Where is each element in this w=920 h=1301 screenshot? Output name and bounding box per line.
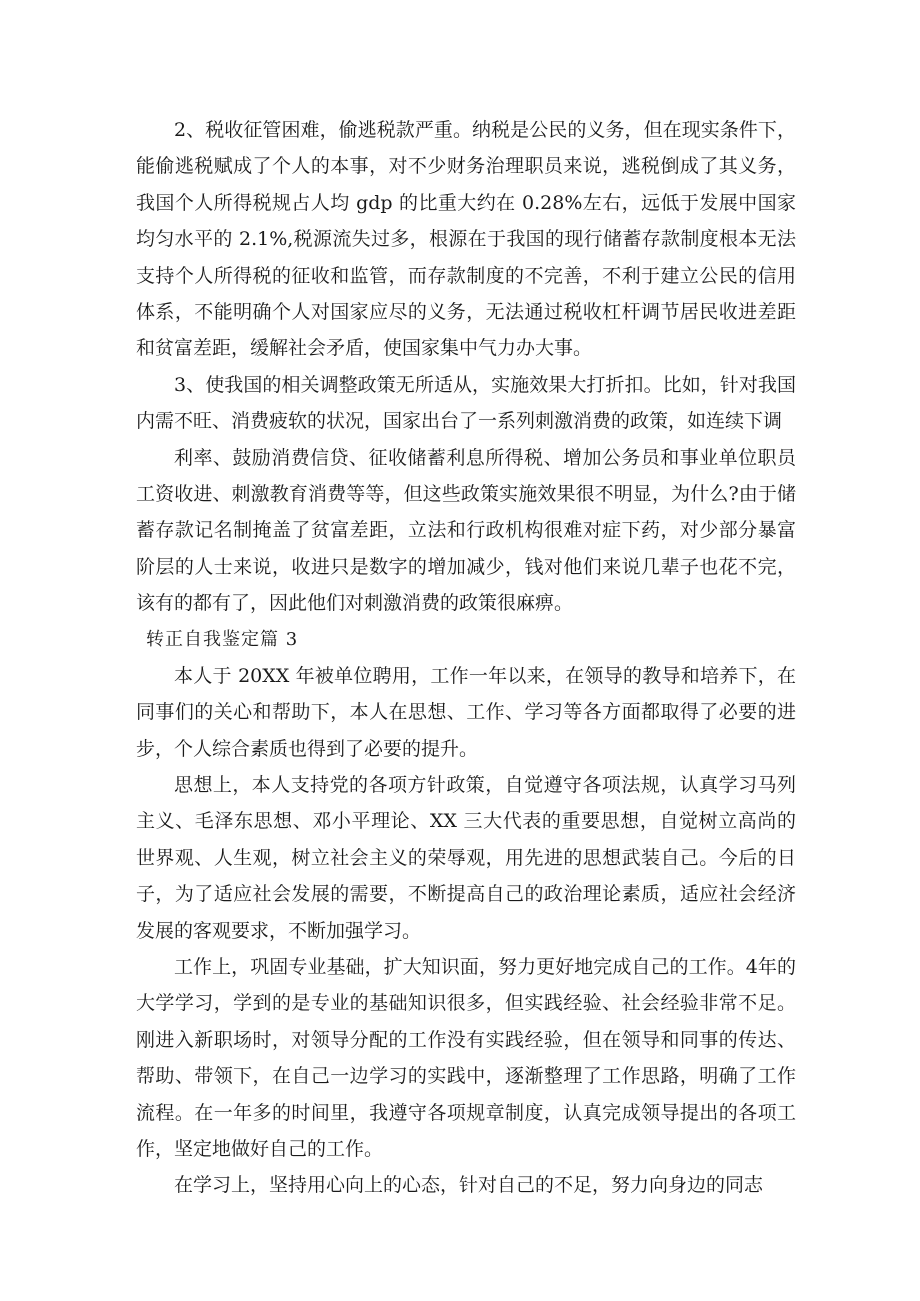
- document-body: [136, 112, 796, 1204]
- paragraph-interest-rate: 利率、鼓励消费信贷、征收储蓄利息所得税、增加公务员和事业单位职员工资收进、刺激教育消费等等，但这些政策实施效果很不明显，为什么?由于储蓄存款记名制掩盖了贫富差距，立法和行政机构很难对症下药，对少部分暴富阶层的人士来说，收进只是数字的增加减少，钱对他们来说几辈子也花不完，该有的都有了，因此他们对刺激消费的政策很麻痹。: [136, 446, 796, 615]
- paragraph-policy-impact: 3、使我国的相关调整政策无所适从，实施效果大打折扣。比如，针对我国内需不旺、消费疲软的状况，国家出台了一系列刺激消费的政策，如连续下调: [136, 373, 796, 433]
- paragraph-intro: 本人于 20XX 年被单位聘用，工作一年以来，在领导的教导和培养下，在同事们的关心和帮助下，本人在思想、工作、学习等各方面都取得了必要的进步，个人综合素质也得到了必要的提升。: [136, 664, 796, 760]
- paragraph-tax-collection: 2、税收征管困难，偷逃税款严重。纳税是公民的义务，但在现实条件下，能偷逃税赋成了个人的本事，对不少财务治理职员来说，逃税倒成了其义务，我国个人所得税规占人均 gdp 的比重大约在 0.28%左右，远低于发展中国家均匀水平的 2.1%,税源流失过多，根源在于我国的现行储蓄存款制度根本无法支持个人所得税的征收和监管，而存款制度的不完善，不利于建立公民的信用体系，不能明确个人对国家应尽的义务，无法通过税收杠杆调节居民收进差距和贫富差距，缓解社会矛盾，使国家集中气力办大事。: [136, 119, 796, 360]
- paragraph-ideology: 思想上，本人支持党的各项方针政策，自觉遵守各项法规，认真学习马列主义、毛泽东思想、邓小平理论、XX 三大代表的重要思想，自觉树立高尚的世界观、人生观，树立社会主义的荣辱观，用先进的思想武装自己。今后的日子，为了适应社会发展的需要，不断提高自己的政治理论素质，适应社会经济发展的客观要求，不断加强学习。: [136, 773, 796, 942]
- section-heading: 转正自我鉴定篇 3: [146, 628, 299, 650]
- paragraph-work: 工作上，巩固专业基础，扩大知识面，努力更好地完成自己的工作。4年的大学学习，学到的是专业的基础知识很多，但实践经验、社会经验非常不足。刚进入新职场时，对领导分配的工作没有实践经验，但在领导和同事的传达、帮助、带领下，在自己一边学习的实践中，逐渐整理了工作思路，明确了工作流程。在一年多的时间里，我遵守各项规章制度，认真完成领导提出的各项工作，坚定地做好自己的工作。: [136, 955, 796, 1160]
- paragraph-study: 在学习上，坚持用心向上的心态，针对自己的不足，努力向身边的同志: [174, 1174, 764, 1197]
